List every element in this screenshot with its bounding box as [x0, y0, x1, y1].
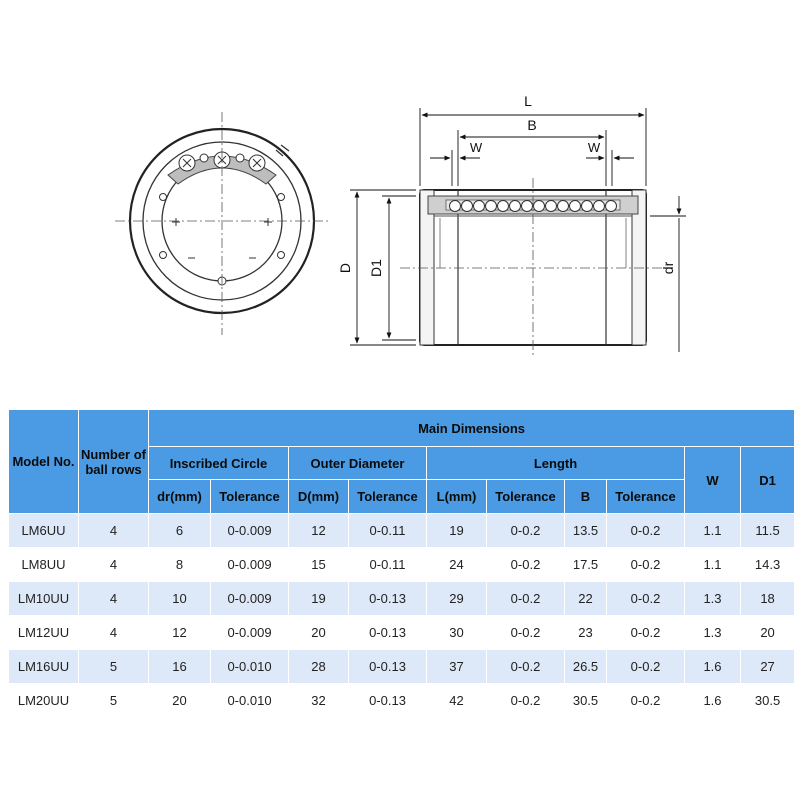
cell-l-tolerance: 0-0.2	[487, 684, 565, 718]
cell-d-tolerance: 0-0.13	[349, 650, 427, 684]
cell-b: 23	[565, 616, 607, 650]
header-outer-diameter: Outer Diameter	[289, 447, 427, 480]
cell-d: 28	[289, 650, 349, 684]
header-ball-rows: Number of ball rows	[79, 410, 149, 514]
cell-ball-rows: 4	[79, 514, 149, 548]
table-row	[9, 582, 795, 616]
cell-w: 1.1	[685, 514, 741, 548]
cell-d1: 30.5	[741, 684, 795, 718]
cell-l-tolerance: 0-0.2	[487, 582, 565, 616]
label-D1: D1	[368, 259, 384, 277]
cell-model: LM20UU	[9, 684, 79, 718]
cell-d: 20	[289, 616, 349, 650]
header-w: W	[685, 447, 741, 514]
cell-l-tolerance: 0-0.2	[487, 616, 565, 650]
header-model: Model No.	[9, 410, 79, 514]
cell-b-tolerance: 0-0.2	[607, 650, 685, 684]
cell-b: 17.5	[565, 548, 607, 582]
table-row	[9, 650, 795, 684]
cell-dr-tolerance: 0-0.009	[211, 514, 289, 548]
table-row	[9, 616, 795, 650]
header-l-tolerance: Tolerance	[487, 480, 565, 514]
table-row	[9, 514, 795, 548]
cell-dr-tolerance: 0-0.009	[211, 548, 289, 582]
header-b-tolerance: Tolerance	[607, 480, 685, 514]
cell-model: LM10UU	[9, 582, 79, 616]
cell-l: 37	[427, 650, 487, 684]
cell-dr-tolerance: 0-0.010	[211, 650, 289, 684]
cell-ball-rows: 4	[79, 548, 149, 582]
header-d1: D1	[741, 447, 795, 514]
bearing-side-view	[400, 178, 665, 356]
cell-ball-rows: 5	[79, 650, 149, 684]
cell-d-tolerance: 0-0.11	[349, 514, 427, 548]
cell-d: 32	[289, 684, 349, 718]
cell-d: 15	[289, 548, 349, 582]
cell-d1: 27	[741, 650, 795, 684]
header-dr-mm: dr(mm)	[149, 480, 211, 514]
cell-w: 1.6	[685, 684, 741, 718]
cell-d1: 11.5	[741, 514, 795, 548]
dimensions-table	[8, 409, 795, 718]
cell-l: 29	[427, 582, 487, 616]
cell-d-tolerance: 0-0.13	[349, 582, 427, 616]
header-dr-tolerance: Tolerance	[211, 480, 289, 514]
cell-l-tolerance: 0-0.2	[487, 650, 565, 684]
cell-d-tolerance: 0-0.11	[349, 548, 427, 582]
cell-model: LM8UU	[9, 548, 79, 582]
cell-dr: 8	[149, 548, 211, 582]
cell-dr: 6	[149, 514, 211, 548]
cell-d1: 20	[741, 616, 795, 650]
cell-dr-tolerance: 0-0.010	[211, 684, 289, 718]
cell-l: 24	[427, 548, 487, 582]
label-W-right: W	[587, 140, 601, 155]
table-row	[9, 548, 795, 582]
cell-ball-rows: 4	[79, 616, 149, 650]
cell-l: 30	[427, 616, 487, 650]
cell-ball-rows: 4	[79, 582, 149, 616]
cell-dr: 20	[149, 684, 211, 718]
cell-b: 13.5	[565, 514, 607, 548]
cell-b: 26.5	[565, 650, 607, 684]
cell-model: LM6UU	[9, 514, 79, 548]
label-dr: dr	[660, 261, 676, 275]
cell-w: 1.3	[685, 616, 741, 650]
cell-w: 1.3	[685, 582, 741, 616]
cell-d-tolerance: 0-0.13	[349, 684, 427, 718]
cell-b-tolerance: 0-0.2	[607, 514, 685, 548]
cell-b: 22	[565, 582, 607, 616]
cell-l: 19	[427, 514, 487, 548]
cell-b: 30.5	[565, 684, 607, 718]
header-main-dimensions: Main Dimensions	[149, 410, 795, 447]
cell-ball-rows: 5	[79, 684, 149, 718]
cell-d-tolerance: 0-0.13	[349, 616, 427, 650]
cell-b-tolerance: 0-0.2	[607, 582, 685, 616]
cell-dr: 10	[149, 582, 211, 616]
header-b: B	[565, 480, 607, 514]
cell-dr: 12	[149, 616, 211, 650]
cell-b-tolerance: 0-0.2	[607, 684, 685, 718]
cell-model: LM12UU	[9, 616, 79, 650]
label-L: L	[524, 93, 532, 109]
cell-d: 19	[289, 582, 349, 616]
cell-d: 12	[289, 514, 349, 548]
header-inscribed-circle: Inscribed Circle	[149, 447, 289, 480]
table-row	[9, 684, 795, 718]
cell-w: 1.1	[685, 548, 741, 582]
cell-b-tolerance: 0-0.2	[607, 616, 685, 650]
cell-l: 42	[427, 684, 487, 718]
cell-dr: 16	[149, 650, 211, 684]
header-d-tolerance: Tolerance	[349, 480, 427, 514]
cell-l-tolerance: 0-0.2	[487, 548, 565, 582]
cell-model: LM16UU	[9, 650, 79, 684]
header-l-mm: L(mm)	[427, 480, 487, 514]
cell-w: 1.6	[685, 650, 741, 684]
bearing-end-view	[115, 112, 330, 335]
label-D: D	[337, 262, 353, 274]
cell-d1: 14.3	[741, 548, 795, 582]
cell-l-tolerance: 0-0.2	[487, 514, 565, 548]
cell-dr-tolerance: 0-0.009	[211, 616, 289, 650]
header-length: Length	[427, 447, 685, 480]
header-d-mm: D(mm)	[289, 480, 349, 514]
label-B: B	[527, 117, 537, 133]
label-W-left: W	[469, 140, 483, 155]
cell-b-tolerance: 0-0.2	[607, 548, 685, 582]
cell-d1: 18	[741, 582, 795, 616]
cell-dr-tolerance: 0-0.009	[211, 582, 289, 616]
